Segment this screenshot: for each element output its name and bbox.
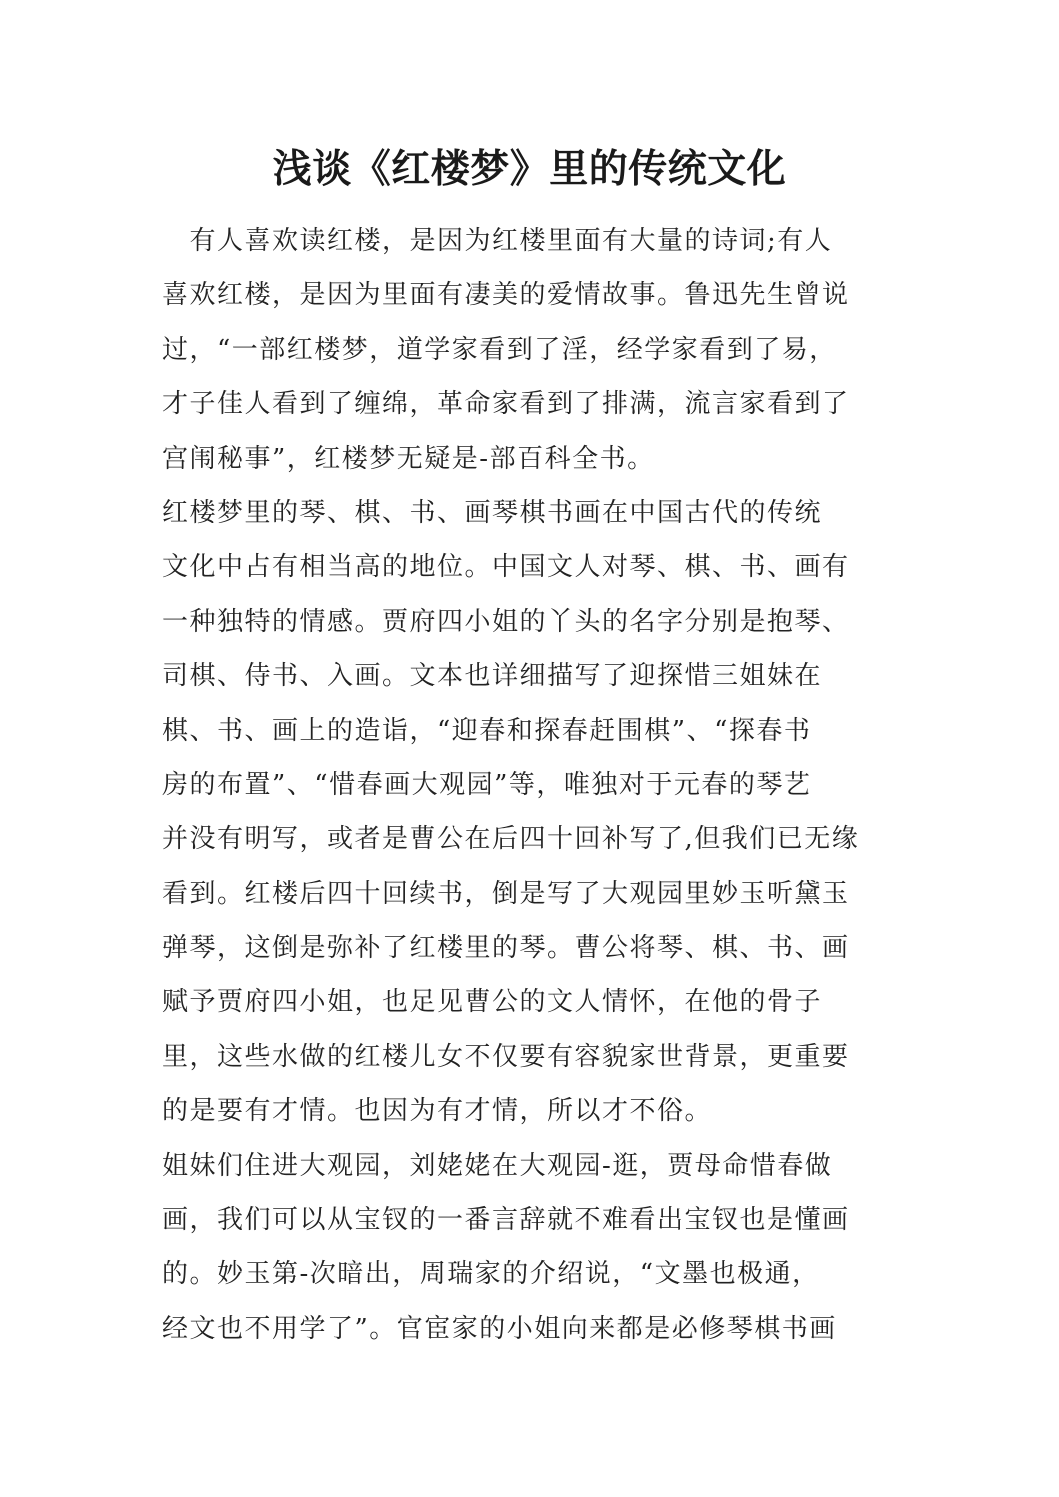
text-line: 画，我们可以从宝钗的一番言辞就不难看出宝钗也是懂画 (162, 1205, 850, 1236)
text-line: 姐妹们住进大观园，刘姥姥在大观园-逛，贾母命惜春做 (162, 1150, 833, 1181)
text-line: 司棋、侍书、入画。文本也详细描写了迎探惜三姐妹在 (162, 661, 823, 692)
text-line: 文化中占有相当高的地位。中国文人对琴、棋、书、画有 (162, 552, 850, 583)
document-body (162, 214, 902, 1356)
text-line: 过，“一部红楼梦，道学家看到了淫，经学家看到了易， (162, 334, 837, 365)
text-line: 弹琴，这倒是弥补了红楼里的琴。曹公将琴、棋、书、画 (162, 933, 850, 964)
text-line: 喜欢红楼，是因为里面有凄美的爱情故事。鲁迅先生曾说 (162, 280, 850, 311)
text-line: 才子佳人看到了缠绵，革命家看到了排满，流言家看到了 (162, 389, 850, 420)
text-line: 的是要有才情。也因为有才情，所以才不俗。 (162, 1096, 713, 1127)
text-line: 红楼梦里的琴、棋、书、画琴棋书画在中国古代的传统 (162, 497, 823, 528)
text-line: 宫闱秘事”，红楼梦无疑是-部百科全书。 (162, 443, 655, 474)
text-line: 赋予贾府四小姐，也足见曹公的文人情怀，在他的骨子 (162, 987, 823, 1018)
text-line: 一种独特的情感。贾府四小姐的丫头的名字分别是抱琴、 (162, 606, 850, 637)
text-line: 房的布置”、“惜春画大观园”等，唯独对于元春的琴艺 (162, 769, 812, 800)
text-line: 棋、书、画上的造诣，“迎春和探春赶围棋”、“探春书 (162, 715, 812, 746)
document-title: 浅谈《红楼梦》里的传统文化 (272, 147, 787, 192)
text-line: 经文也不用学了”。官宦家的小姐向来都是必修琴棋书画 (162, 1313, 837, 1344)
text-line: 的。妙玉第-次暗出，周瑞家的介绍说，“文墨也极通， (162, 1259, 820, 1290)
text-line: 并没有明写，或者是曹公在后四十回补写了,但我们已无缘 (162, 824, 860, 855)
text-line: 看到。红楼后四十回续书，倒是写了大观园里妙玉听黛玉 (162, 878, 850, 909)
text-line: 里，这些水做的红楼儿女不仅要有容貌家世背景，更重要 (162, 1041, 850, 1072)
text-line: 有人喜欢读红楼，是因为红楼里面有大量的诗词;有人 (162, 226, 833, 256)
